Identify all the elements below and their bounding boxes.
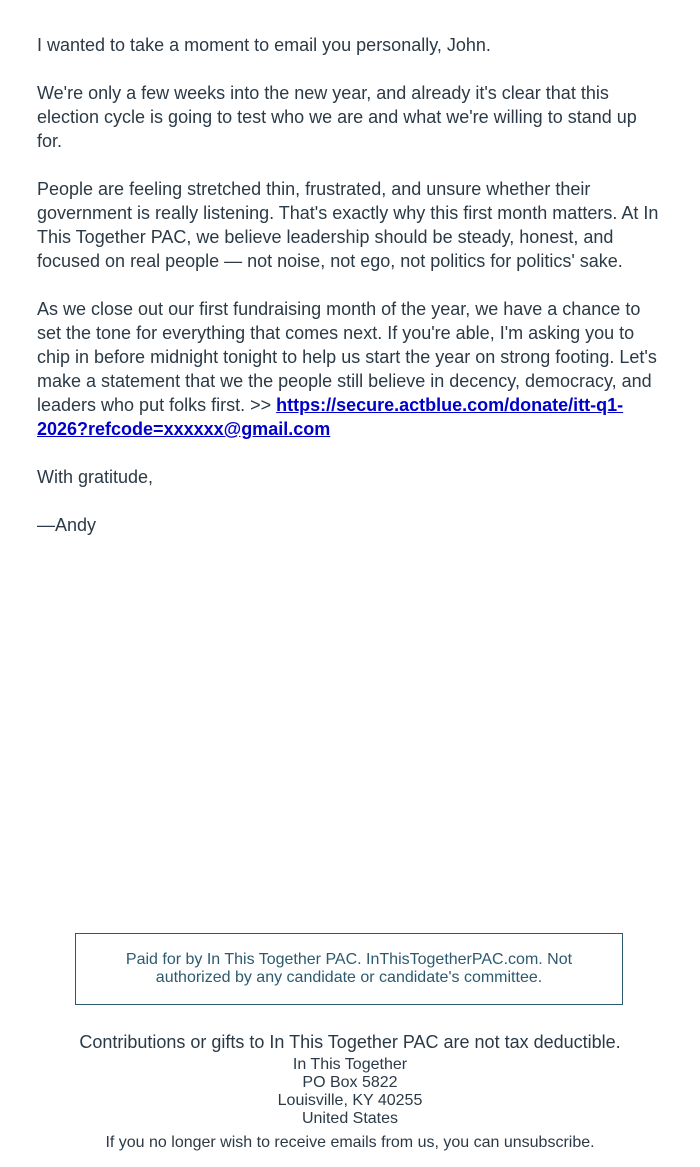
address-city: Louisville, KY 40255 (277, 1092, 423, 1109)
email-body (37, 33, 662, 561)
appeal-paragraph (37, 297, 662, 441)
address-org: In This Together (292, 1056, 408, 1073)
unsubscribe-text[interactable]: If you no longer wish to receive emails from us, you can unsubscribe. (105, 1134, 595, 1151)
donate-link[interactable]: https://secure.actblue.com/donate/itt-q1-2026?refcode=xxxxxx@gmail.com (37, 395, 624, 439)
body-paragraph-election: We're only a few weeks into the new year, and already it's clear that this election cycle is going to test who we are and what we're willing to stand up for. (37, 83, 637, 151)
appeal-text: As we close out our first fundraising month of the year, we have a chance to set the tone for everything that comes next. If you're able, I'm asking you to chip in before midnight tonight to help us start the year on strong footing. Let's make a statement that we the people still believe in decency, democracy, and leaders who put folks first. >> (37, 299, 657, 415)
tax-deductible-note: Contributions or gifts to In This Together PAC are not tax deductible. (79, 1032, 621, 1052)
closing-text: With gratitude, (37, 467, 154, 487)
address-country: United States (301, 1110, 399, 1127)
body-paragraph-mission: People are feeling stretched thin, frustrated, and unsure whether their government is really listening. That's exactly why this first month matters. At In This Together PAC, we believe leadership should be steady, honest, and focused on real people — not noise, not ego, not politics for politics' sake. (37, 179, 659, 271)
paid-for-disclaimer (75, 933, 623, 1005)
address-po-box: PO Box 5822 (302, 1074, 398, 1091)
greeting-paragraph: I wanted to take a moment to email you personally, John. (37, 35, 491, 55)
email-footer (0, 1030, 700, 1152)
disclaimer-text: Paid for by In This Together PAC. InThisTogetherPAC.com. Not authorized by any candidate or candidate's committee. (125, 951, 573, 986)
signature: —Andy (37, 515, 97, 535)
